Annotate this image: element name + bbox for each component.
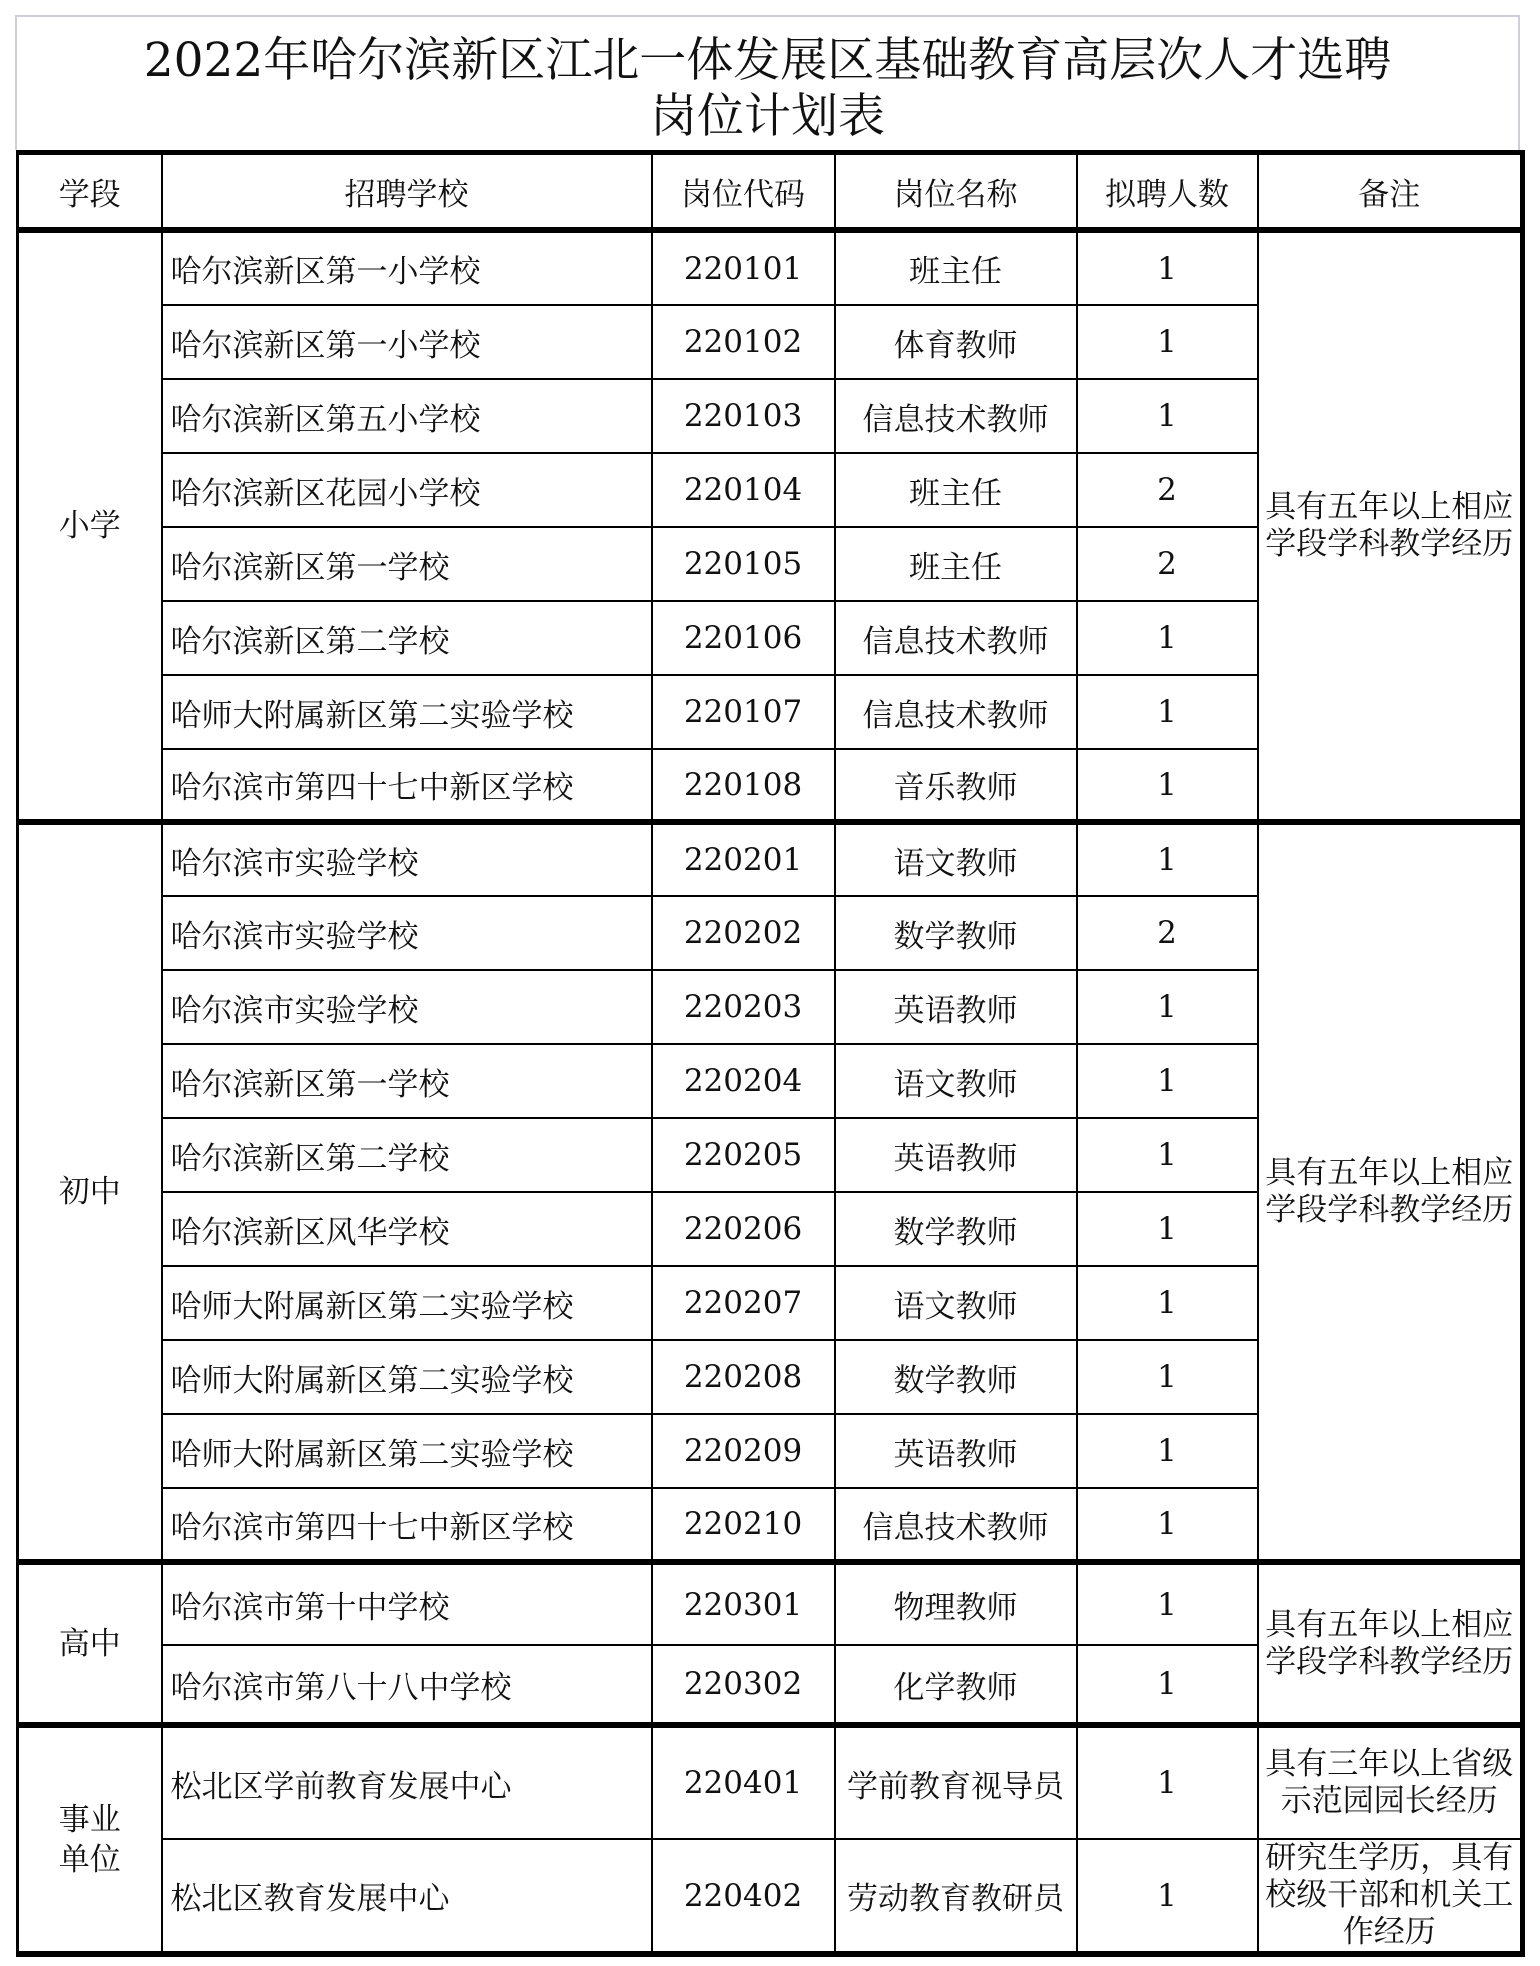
code-cell: 220210 [652,1488,835,1562]
count-cell: 1 [1077,1725,1258,1839]
table-row [18,822,1523,896]
school-cell: 哈尔滨市第十中学校 [162,1562,652,1645]
school-cell: 哈尔滨新区第一学校 [162,1044,652,1118]
position-cell: 语文教师 [835,1044,1077,1118]
position-cell: 信息技术教师 [835,379,1077,453]
school-cell: 哈尔滨新区第一小学校 [162,305,652,379]
school-cell: 哈尔滨市第四十七中新区学校 [162,1488,652,1562]
school-cell: 哈尔滨新区风华学校 [162,1192,652,1266]
position-cell: 语文教师 [835,1266,1077,1340]
page-title: 2022年哈尔滨新区江北一体发展区基础教育高层次人才选聘 [143,33,1392,88]
count-cell: 1 [1077,1839,1258,1954]
code-cell: 220102 [652,305,835,379]
school-cell: 哈尔滨新区第二学校 [162,1118,652,1192]
table-row [18,1562,1523,1645]
school-cell: 哈尔滨市实验学校 [162,896,652,970]
table-row [18,1725,1523,1839]
code-cell: 220106 [652,601,835,675]
count-cell: 1 [1077,1192,1258,1266]
stage-label: 初中 [58,1174,121,1210]
count-cell: 1 [1077,1488,1258,1562]
code-cell: 220108 [652,749,835,822]
header-stage: 学段 [18,153,162,231]
school-cell: 哈尔滨新区第一小学校 [162,230,652,305]
code-cell: 220204 [652,1044,835,1118]
count-cell: 1 [1077,1562,1258,1645]
position-cell: 班主任 [835,230,1077,305]
count-cell: 1 [1077,1266,1258,1340]
position-cell: 数学教师 [835,896,1077,970]
note-cell: 具有五年以上相应学段学科教学经历 [1258,1562,1523,1725]
code-cell: 220103 [652,379,835,453]
count-cell: 1 [1077,1414,1258,1488]
position-cell: 信息技术教师 [835,675,1077,749]
table-header-row [18,153,1523,231]
position-cell: 英语教师 [835,970,1077,1044]
count-cell: 1 [1077,379,1258,453]
header-position: 岗位名称 [835,153,1077,231]
school-cell: 哈尔滨市实验学校 [162,822,652,896]
title-box [15,15,1520,150]
stage-label: 高中 [58,1625,121,1662]
header-school: 招聘学校 [162,153,652,231]
code-cell: 220302 [652,1645,835,1725]
count-cell: 1 [1077,601,1258,675]
stage-cell [18,230,162,822]
position-cell: 语文教师 [835,822,1077,896]
code-cell: 220201 [652,822,835,896]
school-cell: 哈尔滨新区第二学校 [162,601,652,675]
position-cell: 劳动教育教研员 [835,1839,1077,1954]
stage-cell [18,1725,162,1954]
count-cell: 1 [1077,305,1258,379]
position-cell: 班主任 [835,527,1077,601]
code-cell: 220209 [652,1414,835,1488]
count-cell: 1 [1077,230,1258,305]
stage-label: 事业单位 [58,1801,121,1878]
note-cell: 具有五年以上相应学段学科教学经历 [1258,230,1523,822]
code-cell: 220104 [652,453,835,527]
position-cell: 信息技术教师 [835,601,1077,675]
count-cell: 1 [1077,970,1258,1044]
note-cell: 具有五年以上相应学段学科教学经历 [1258,822,1523,1562]
position-cell: 班主任 [835,453,1077,527]
header-count: 拟聘人数 [1077,153,1258,231]
count-cell: 1 [1077,749,1258,822]
position-cell: 信息技术教师 [835,1488,1077,1562]
note-cell: 研究生学历，具有校级干部和机关工作经历 [1258,1839,1523,1954]
table-row [18,1839,1523,1954]
school-cell: 松北区教育发展中心 [162,1839,652,1954]
code-cell: 220402 [652,1839,835,1954]
code-cell: 220203 [652,970,835,1044]
position-cell: 英语教师 [835,1118,1077,1192]
school-cell: 哈师大附属新区第二实验学校 [162,675,652,749]
code-cell: 220101 [652,230,835,305]
school-cell: 哈尔滨新区第五小学校 [162,379,652,453]
count-cell: 1 [1077,1340,1258,1414]
header-note: 备注 [1258,153,1523,231]
code-cell: 220205 [652,1118,835,1192]
code-cell: 220401 [652,1725,835,1839]
school-cell: 哈尔滨市第八十八中学校 [162,1645,652,1725]
count-cell: 1 [1077,822,1258,896]
position-cell: 学前教育视导员 [835,1725,1077,1839]
school-cell: 哈尔滨市实验学校 [162,970,652,1044]
code-cell: 220105 [652,527,835,601]
page-subtitle: 岗位计划表 [650,89,885,144]
count-cell: 1 [1077,1118,1258,1192]
school-cell: 哈尔滨新区第一学校 [162,527,652,601]
note-cell: 具有三年以上省级示范园园长经历 [1258,1725,1523,1839]
count-cell: 1 [1077,1645,1258,1725]
position-plan-table [16,150,1525,1957]
code-cell: 220206 [652,1192,835,1266]
position-cell: 数学教师 [835,1192,1077,1266]
code-cell: 220107 [652,675,835,749]
school-cell: 哈尔滨市第四十七中新区学校 [162,749,652,822]
code-cell: 220208 [652,1340,835,1414]
school-cell: 哈师大附属新区第二实验学校 [162,1266,652,1340]
count-cell: 2 [1077,896,1258,970]
stage-cell [18,822,162,1562]
position-cell: 数学教师 [835,1340,1077,1414]
stage-cell [18,1562,162,1725]
position-cell: 音乐教师 [835,749,1077,822]
position-cell: 英语教师 [835,1414,1077,1488]
code-cell: 220202 [652,896,835,970]
school-cell: 哈师大附属新区第二实验学校 [162,1414,652,1488]
stage-label: 小学 [58,508,121,544]
position-cell: 物理教师 [835,1562,1077,1645]
code-cell: 220207 [652,1266,835,1340]
position-cell: 化学教师 [835,1645,1077,1725]
position-cell: 体育教师 [835,305,1077,379]
school-cell: 松北区学前教育发展中心 [162,1725,652,1839]
school-cell: 哈师大附属新区第二实验学校 [162,1340,652,1414]
count-cell: 2 [1077,453,1258,527]
code-cell: 220301 [652,1562,835,1645]
school-cell: 哈尔滨新区花园小学校 [162,453,652,527]
count-cell: 1 [1077,675,1258,749]
count-cell: 1 [1077,1044,1258,1118]
table-row [18,230,1523,305]
count-cell: 2 [1077,527,1258,601]
header-code: 岗位代码 [652,153,835,231]
